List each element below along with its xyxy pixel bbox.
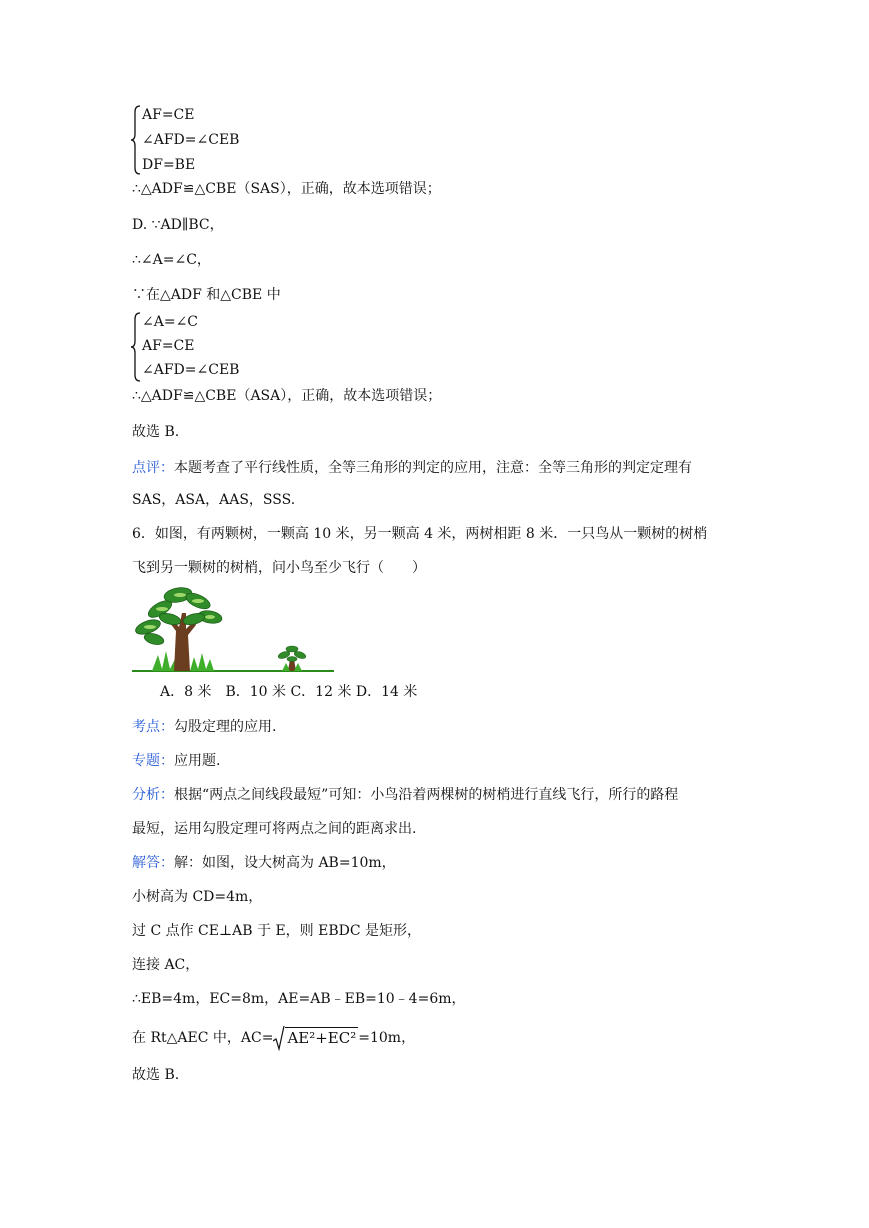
text-line: 最短，运用勾股定理可将两点之间的距离求出. (132, 821, 417, 837)
jieda-line (132, 854, 396, 872)
square-root (273, 1025, 358, 1051)
fenxi-text: 根据“两点之间线段最短”可知：小鸟沿着两棵树的树梢进行直线飞行，所行的路程 (174, 787, 679, 803)
system-row: ∠A=∠C (142, 314, 199, 330)
zhuanti-line (132, 752, 220, 770)
system-row: ∠AFD=∠CEB (142, 132, 240, 148)
zhuanti-text: 应用题. (174, 753, 221, 769)
review-text: 本题考查了平行线性质，全等三角形的判定的应用，注意：全等三角形的判定定理有 (174, 460, 692, 476)
equation-system-2 (130, 311, 270, 383)
text-line: D. ∵AD∥BC， (132, 217, 224, 233)
text-line: ∴△ADF≌△CBE（SAS），正确，故本选项错误； (132, 181, 441, 197)
kaodian-text: 勾股定理的应用. (174, 719, 277, 735)
text-line: ∴△ADF≌△CBE（ASA），正确，故本选项错误； (132, 388, 442, 404)
radicand: AE²+EC² (287, 1029, 357, 1047)
text-line: ∵在△ADF 和△CBE 中 (132, 287, 281, 303)
text-line: SAS，ASA，AAS，SSS. (132, 492, 296, 508)
kaodian-label: 考点： (132, 719, 174, 735)
review-line (132, 459, 692, 477)
brace-icon (130, 104, 142, 176)
jieda-text: 解：如图，设大树高为 AB=10m， (174, 855, 396, 871)
formula-prefix: 在 Rt△AEC 中，AC= (132, 1030, 274, 1046)
fenxi-line (132, 786, 678, 804)
system-row: ∠AFD=∠CEB (142, 362, 240, 378)
text-line: ∴EB=4m，EC=8m，AE=AB﹣EB=10﹣4=6m， (132, 991, 466, 1007)
question-text: 6．如图，有两颗树，一颗高 10 米，另一颗高 4 米，两树相距 8 米．一只鸟从一颗树的树梢 (132, 526, 708, 542)
system-row: AF=CE (142, 338, 195, 354)
fenxi-label: 分析： (132, 787, 174, 803)
text-line: 小树高为 CD=4m， (132, 889, 263, 905)
equation-system-1 (130, 104, 270, 176)
system-row: AF=CE (142, 107, 195, 123)
answer-options: A．8 米 B．10 米 C．12 米 D．14 米 (160, 684, 418, 700)
text-line: ∴∠A=∠C， (132, 252, 211, 268)
formula-line (132, 1025, 415, 1051)
brace-icon (130, 311, 142, 383)
question-text: 飞到另一颗树的树梢，问小鸟至少飞行（ ） (132, 560, 426, 576)
review-label: 点评： (132, 460, 174, 476)
text-line: 连接 AC， (132, 957, 200, 973)
text-line: 故选 B. (132, 424, 180, 440)
zhuanti-label: 专题： (132, 753, 174, 769)
text-line: 故选 B. (132, 1067, 180, 1083)
radical-sign-icon (273, 1025, 285, 1051)
jieda-label: 解答： (132, 855, 174, 871)
system-row: DF=BE (142, 157, 196, 173)
two-trees-illustration (130, 583, 336, 675)
text-line: 过 C 点作 CE⊥AB 于 E，则 EBDC 是矩形， (132, 923, 422, 939)
formula-suffix: =10m， (358, 1030, 416, 1046)
kaodian-line (132, 718, 276, 736)
